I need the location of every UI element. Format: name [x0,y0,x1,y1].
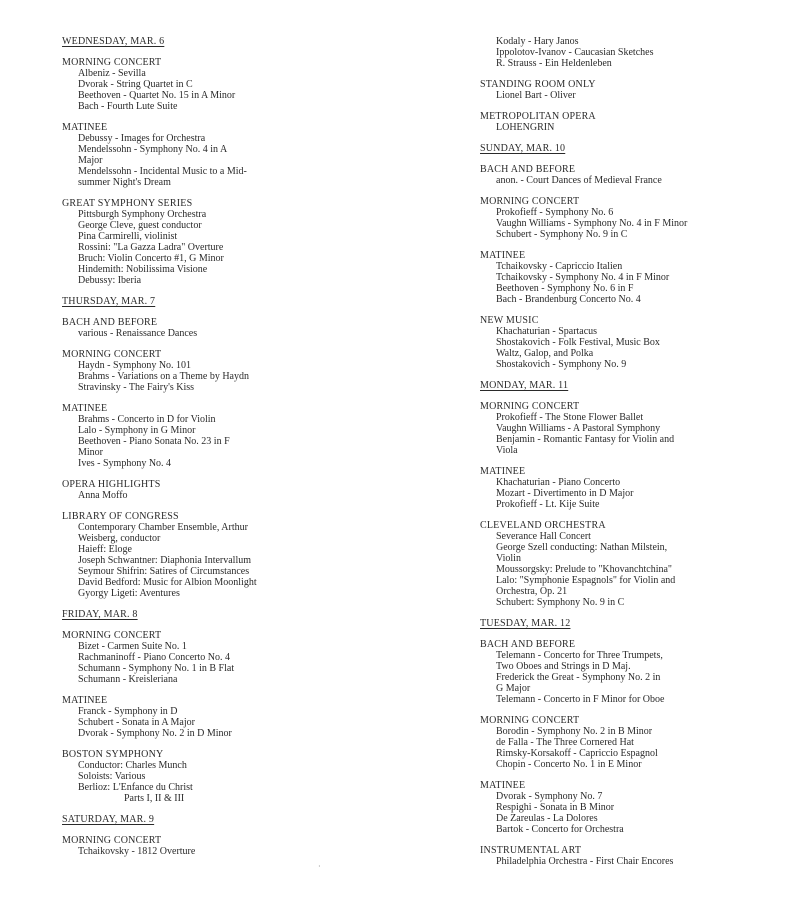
program-item: Schumann - Symphony No. 1 in B Flat [78,663,235,674]
program-item: Minor [78,447,103,458]
program-section-bach-and-before [480,639,730,705]
program-section-morning-concert [62,630,322,685]
program-item: summer Night's Dream [78,177,171,188]
program-item: Philadelphia Orchestra - First Chair Encores [496,856,674,867]
section-title: MORNING CONCERT [480,196,580,207]
program-item: Haieff: Eloge [78,544,132,555]
program-item: Lionel Bart - Oliver [496,90,576,101]
section-title: MORNING CONCERT [480,715,580,726]
program-section-bach-and-before [62,317,322,339]
section-title: MORNING CONCERT [62,630,162,641]
program-section-cleveland-orchestra [480,520,730,608]
day-heading-monday-mar-11: MONDAY, MAR. 11 [480,380,569,391]
day-heading-thursday-mar-7: THURSDAY, MAR. 7 [62,296,156,307]
program-item: Dvorak - String Quartet in C [78,79,193,90]
program-item: Anna Moffo [78,490,128,501]
program-item: Beethoven - Quartet No. 15 in A Minor [78,90,236,101]
section-title: MORNING CONCERT [62,57,162,68]
program-item: de Falla - The Three Cornered Hat [496,737,634,748]
section-title: BOSTON SYMPHONY [62,749,164,760]
program-item: Bizet - Carmen Suite No. 1 [78,641,187,652]
day-heading-wednesday-mar-6: WEDNESDAY, MAR. 6 [62,36,165,47]
section-title: MORNING CONCERT [480,401,580,412]
program-section-morning-concert [480,715,730,770]
program-item: Haydn - Symphony No. 101 [78,360,192,371]
program-item: Franck - Symphony in D [78,706,178,717]
program-item: Ippolotov-Ivanov - Caucasian Sketches [496,47,654,58]
section-title: MORNING CONCERT [62,349,162,360]
section-title: CLEVELAND ORCHESTRA [480,520,606,531]
section-title: GREAT SYMPHONY SERIES [62,198,193,209]
program-section-standing-room-only [480,79,730,101]
program-item: Vaughn Williams - A Pastoral Symphony [496,423,661,434]
program-item: Contemporary Chamber Ensemble, Arthur [78,522,248,533]
program-item: Berlioz: L'Enfance du Christ [78,782,193,793]
program-section-matinee [480,250,730,305]
program-item: Gyorgy Ligeti: Aventures [78,588,180,599]
program-item: Frederick the Great - Symphony No. 2 in [496,672,661,683]
program-section-great-symphony-series [62,198,322,286]
page-dot-mark: · [318,862,321,871]
section-title: INSTRUMENTAL ART [480,845,582,856]
program-item: Debussy: Iberia [78,275,142,286]
program-section-boston-symphony [62,749,322,804]
program-section-matinee [480,466,730,510]
program-section-opera-highlights [62,479,322,501]
program-item: Pittsburgh Symphony Orchestra [78,209,207,220]
program-item: Tchaikovsky - Capriccio Italien [496,261,623,272]
program-item: Two Oboes and Strings in D Maj. [496,661,631,672]
program-item: Shostakovich - Folk Festival, Music Box [496,337,660,348]
program-item: Albeniz - Sevilla [78,68,146,79]
program-item: Lalo - Symphony in G Minor [78,425,196,436]
program-item: Kodaly - Hary Janos [496,36,579,47]
program-item: David Bedford: Music for Albion Moonlight [78,577,257,588]
program-item: Waltz, Galop, and Polka [496,348,594,359]
program-item: De Zareulas - La Dolores [496,813,598,824]
program-item: George Cleve, guest conductor [78,220,202,231]
program-section-morning-concert [62,835,322,857]
program-item: Soloists: Various [78,771,146,782]
program-item: Schumann - Kreisleriana [78,674,178,685]
program-section-matinee [62,695,322,739]
program-item: Weisberg, conductor [78,533,161,544]
day-heading-friday-mar-8: FRIDAY, MAR. 8 [62,609,138,620]
program-item: Rachmaninoff - Piano Concerto No. 4 [78,652,231,663]
program-item: Stravinsky - The Fairy's Kiss [78,382,195,393]
section-title: BACH AND BEFORE [62,317,158,328]
program-item: Schubert: Symphony No. 9 in C [496,597,625,608]
program-item: Lalo: "Symphonie Espagnols" for Violin and [496,575,676,586]
program-item: anon. - Court Dances of Medieval France [496,175,662,186]
program-item: Rossini: "La Gazza Ladra" Overture [78,242,224,253]
program-item: Bach - Fourth Lute Suite [78,101,178,112]
program-item: Debussy - Images for Orchestra [78,133,206,144]
day-heading-saturday-mar-9: SATURDAY, MAR. 9 [62,814,155,825]
section-title: MATINEE [62,403,108,414]
program-item: Brahms - Concerto in D for Violin [78,414,216,425]
section-title: METROPOLITAN OPERA [480,111,596,122]
program-item: Moussorgsky: Prelude to "Khovanchtchina" [496,564,673,575]
program-item: Beethoven - Symphony No. 6 in F [496,283,634,294]
program-item: Violin [496,553,521,564]
section-title: MATINEE [480,466,526,477]
program-item: Schubert - Symphony No. 9 in C [496,229,628,240]
program-section-library-of-congress [62,511,322,599]
program-section-morning-concert [480,196,730,240]
section-title: MATINEE [62,122,108,133]
section-title: OPERA HIGHLIGHTS [62,479,161,490]
program-item: Mendelssohn - Incidental Music to a Mid- [78,166,247,177]
program-item: Rimsky-Korsakoff - Capriccio Espagnol [496,748,658,759]
program-item: Respighi - Sonata in B Minor [496,802,615,813]
program-item: Viola [496,445,518,456]
section-title: MATINEE [480,780,526,791]
day-heading-tuesday-mar-12: TUESDAY, MAR. 12 [480,618,571,629]
program-item: Brahms - Variations on a Theme by Haydn [78,371,249,382]
program-section-matinee [62,122,322,188]
program-item: Prokofieff - Lt. Kije Suite [496,499,600,510]
program-item: Chopin - Concerto No. 1 in E Minor [496,759,642,770]
program-section-metropolitan-opera [480,111,730,133]
program-item: Bach - Brandenburg Concerto No. 4 [496,294,641,305]
section-title: MATINEE [480,250,526,261]
program-section-morning-concert [62,349,322,393]
program-item: Dvorak - Symphony No. 7 [496,791,603,802]
program-continuation [480,36,730,69]
program-item: Khachaturian - Spartacus [496,326,598,337]
program-item: Vaughn Williams - Symphony No. 4 in F Minor [496,218,688,229]
program-item: Prokofieff - Symphony No. 6 [496,207,614,218]
section-title: BACH AND BEFORE [480,164,576,175]
program-section-morning-concert [480,401,730,456]
program-section-matinee [62,403,322,469]
program-section-instrumental-art [480,845,730,867]
program-item: various - Renaissance Dances [78,328,198,339]
program-section-new-music [480,315,730,370]
program-item: Prokofieff - The Stone Flower Ballet [496,412,644,423]
program-item: Joseph Schwantner: Diaphonia Intervallum [78,555,252,566]
program-item: R. Strauss - Ein Heldenleben [496,58,612,69]
section-title: STANDING ROOM ONLY [480,79,596,90]
program-item: Telemann - Concerto for Three Trumpets, [496,650,663,661]
program-item: Schubert - Sonata in A Major [78,717,195,728]
program-item: Orchestra, Op. 21 [496,586,568,597]
program-item: LOHENGRIN [496,122,555,133]
program-item: George Szell conducting: Nathan Milstein, [496,542,668,553]
program-section-bach-and-before [480,164,730,186]
left-column [62,36,322,867]
program-item: Telemann - Concerto in F Minor for Oboe [496,694,665,705]
program-item: Shostakovich - Symphony No. 9 [496,359,627,370]
program-item: Bartok - Concerto for Orchestra [496,824,624,835]
program-item: Mendelssohn - Symphony No. 4 in A [78,144,228,155]
program-item: Beethoven - Piano Sonata No. 23 in F [78,436,230,447]
program-section-morning-concert [62,57,322,112]
program-item: Tchaikovsky - Symphony No. 4 in F Minor [496,272,670,283]
program-item: Ives - Symphony No. 4 [78,458,172,469]
section-title: MORNING CONCERT [62,835,162,846]
section-title: LIBRARY OF CONGRESS [62,511,179,522]
program-item: Khachaturian - Piano Concerto [496,477,621,488]
day-heading-sunday-mar-10: SUNDAY, MAR. 10 [480,143,566,154]
section-title: BACH AND BEFORE [480,639,576,650]
right-column [480,36,730,877]
program-item: Mozart - Divertimento in D Major [496,488,634,499]
program-item: Hindemith: Nobilissima Visione [78,264,208,275]
program-item: Borodin - Symphony No. 2 in B Minor [496,726,653,737]
program-item: Dvorak - Symphony No. 2 in D Minor [78,728,232,739]
program-section-matinee [480,780,730,835]
program-item: Bruch: Violin Concerto #1, G Minor [78,253,224,264]
program-item: Parts I, II & III [124,793,185,804]
program-item: Pina Carmirelli, violinist [78,231,178,242]
program-item: Major [78,155,103,166]
section-title: MATINEE [62,695,108,706]
program-item: Tchaikovsky - 1812 Overture [78,846,196,857]
program-item: Severance Hall Concert [496,531,591,542]
program-item: Benjamin - Romantic Fantasy for Violin and [496,434,675,445]
program-item: Seymour Shifrin: Satires of Circumstances [78,566,250,577]
program-item: G Major [496,683,531,694]
program-item: Conductor: Charles Munch [78,760,187,771]
section-title: NEW MUSIC [480,315,539,326]
